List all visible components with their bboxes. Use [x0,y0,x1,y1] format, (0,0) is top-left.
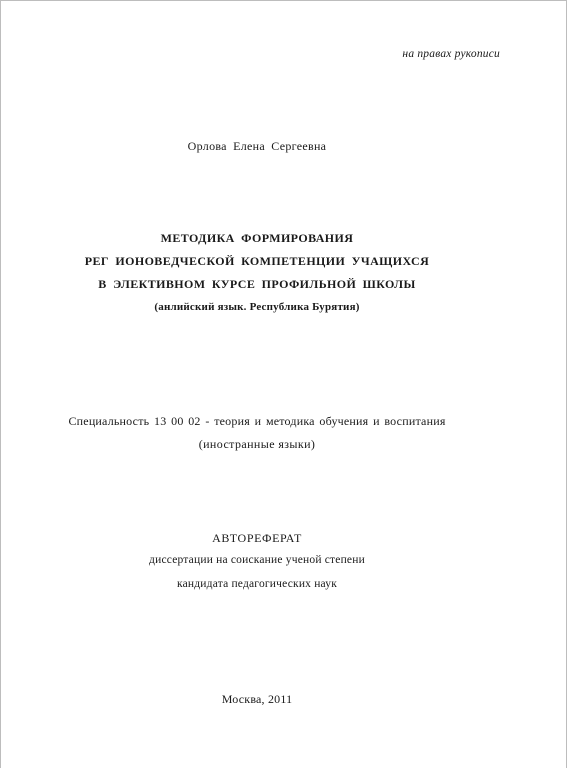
title-line-2: РЕГ ИОНОВЕДЧЕСКОЙ КОМПЕТЕНЦИИ УЧАЩИХСЯ [84,254,430,268]
abstract-heading: АВТОРЕФЕРАТ [212,531,302,545]
page-border-top [0,0,567,1]
specialty-line: Специальность 13 00 02 - теория и методика обучения и воспитания [68,414,446,428]
abstract-degree: кандидата педагогических наук [176,578,338,590]
title-line-3: В ЭЛЕКТИВНОМ КУРСЕ ПРОФИЛЬНОЙ ШКОЛЫ [98,277,416,291]
specialty-languages: (иностранные языки) [198,437,316,451]
author-name: Орлова Елена Сергеевна [187,139,327,153]
page-border-left [0,0,1,768]
place-and-year: Москва, 2011 [221,692,293,706]
abstract-description: диссертации на соискание ученой степени [149,554,365,566]
manuscript-note: на правах рукописи [402,48,500,60]
title-line-1: МЕТОДИКА ФОРМИРОВАНИЯ [160,231,354,245]
title-subtitle: (анлийский язык. Республика Бурятия) [154,301,360,313]
